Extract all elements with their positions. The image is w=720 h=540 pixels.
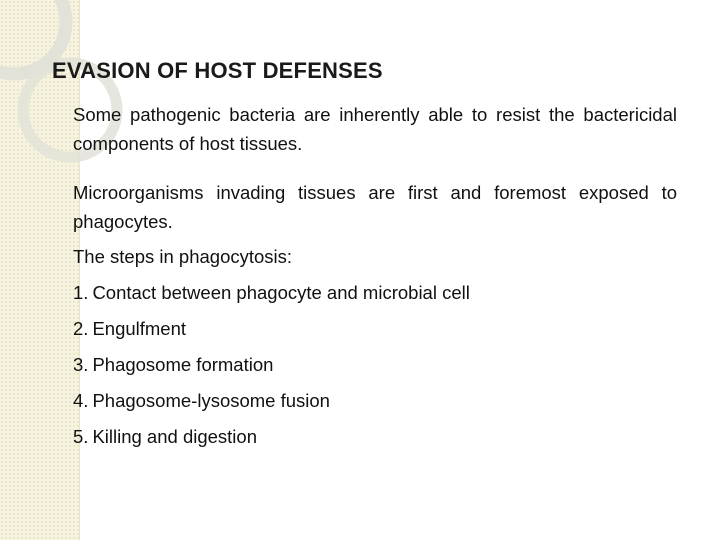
step-number: 3. — [73, 354, 89, 375]
step-number: 4. — [73, 390, 89, 411]
slide-title: EVASION OF HOST DEFENSES — [52, 58, 383, 83]
step-text: Phagosome-lysosome fusion — [92, 390, 330, 411]
slide-body — [73, 100, 677, 458]
step-item — [73, 278, 677, 307]
step-item — [73, 350, 677, 379]
step-number: 5. — [73, 426, 89, 447]
step-item — [73, 314, 677, 343]
paragraph-phagocytes: Microorganisms invading tissues are first and foremost exposed to phagocytes. — [73, 182, 677, 232]
step-text: Engulfment — [92, 318, 187, 339]
step-text: Phagosome formation — [92, 354, 274, 375]
step-text: Killing and digestion — [92, 426, 257, 447]
step-item — [73, 422, 677, 451]
step-number: 2. — [73, 318, 89, 339]
phagocytosis-steps-list — [73, 278, 677, 451]
steps-intro: The steps in phagocytosis: — [73, 246, 293, 267]
step-text: Contact between phagocyte and microbial cell — [92, 282, 470, 303]
step-number: 1. — [73, 282, 89, 303]
paragraph-resistance: Some pathogenic bacteria are inherently able to resist the bactericidal components of host tissues. — [73, 104, 677, 154]
step-item — [73, 386, 677, 415]
